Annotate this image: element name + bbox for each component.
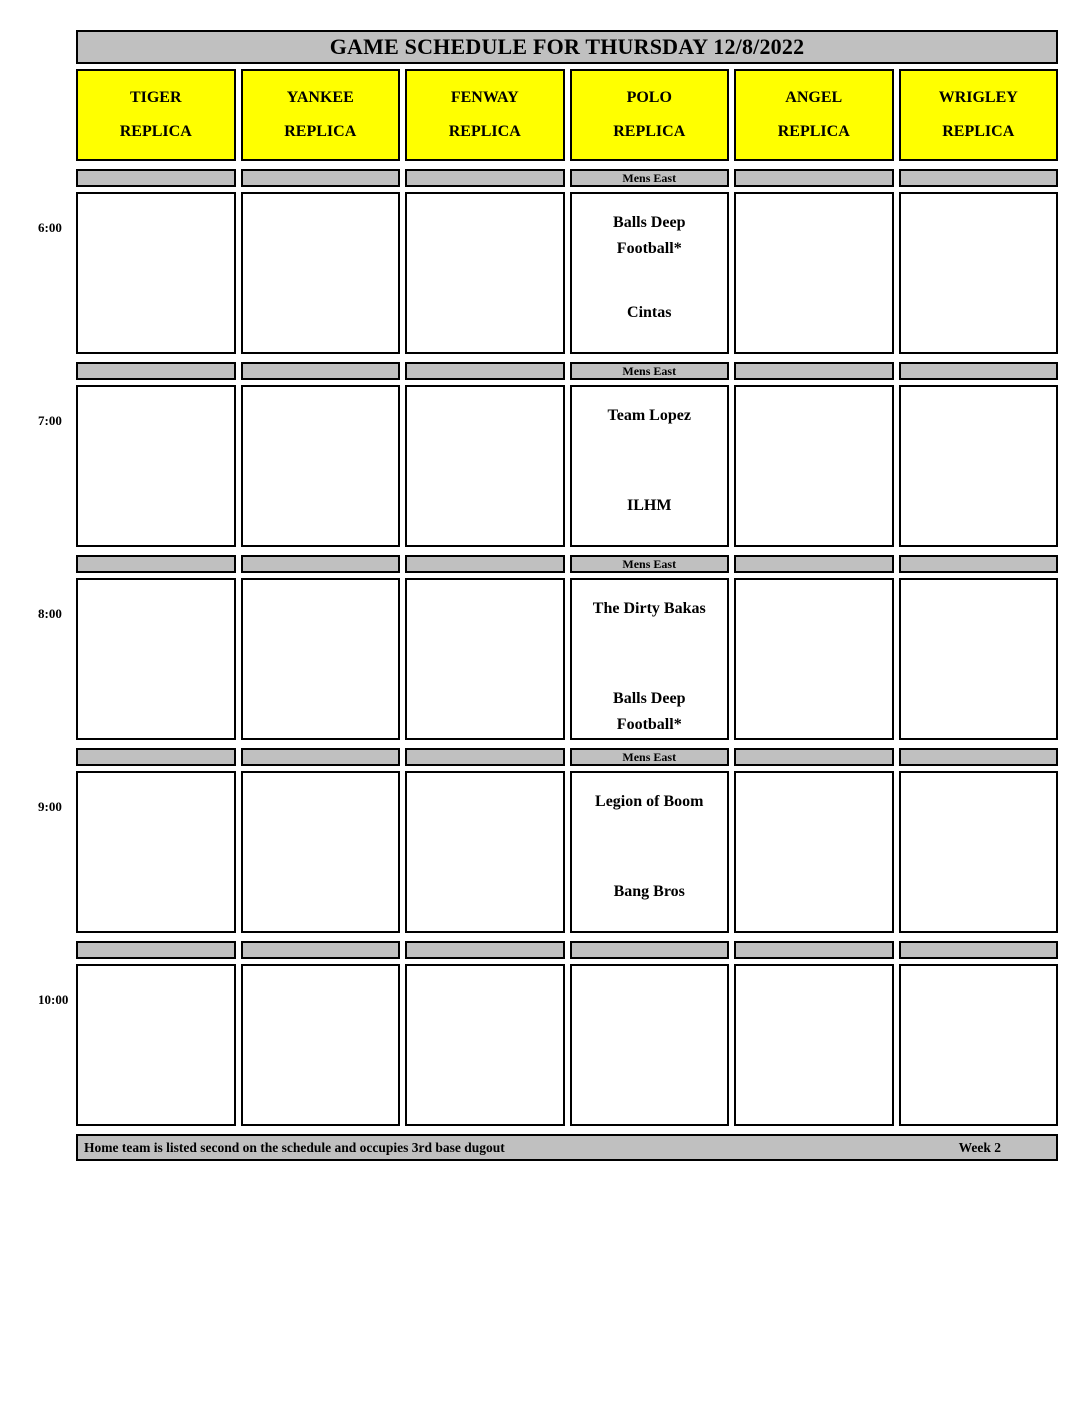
division-band [76,555,236,573]
home-team: Bang Bros [613,883,685,900]
home-team: Cintas [627,304,672,321]
division-band [405,748,565,766]
time-slot-row [38,964,1058,1126]
venue-name: POLO [626,89,672,106]
game-cell [899,192,1059,354]
time-label: 6:00 [38,220,62,235]
game-cell [899,771,1059,933]
game-cell [899,964,1059,1126]
division-band [405,555,565,573]
time-label: 9:00 [38,799,62,814]
home-team: ILHM [627,497,672,514]
game-cell [76,385,236,547]
venue-header-angel [734,69,894,161]
schedule-title: GAME SCHEDULE FOR THURSDAY 12/8/2022 [76,30,1058,64]
division-band [76,362,236,380]
division-band [405,169,565,187]
division-band-row [76,941,1058,959]
division-band [76,748,236,766]
division-band: Mens East [570,555,730,573]
division-band-row [76,362,1058,380]
venue-name: ANGEL [785,89,843,106]
game-cell [734,578,894,740]
home-team: Balls Deep Football* [613,690,686,733]
venue-header-wrigley [899,69,1059,161]
footer-bar [76,1134,1058,1161]
division-band [899,169,1059,187]
time-slot-row [38,771,1058,933]
footer-note: Home team is listed second on the schedule and occupies 3rd base dugout [84,1139,505,1155]
venue-name: TIGER [129,89,182,106]
game-cell [570,385,730,547]
week-label: Week 2 [958,1139,1001,1155]
away-team: Balls Deep Football* [613,214,686,257]
venue-header-yankee [241,69,401,161]
game-cell [405,578,565,740]
division-band [734,169,894,187]
time-label: 8:00 [38,606,62,621]
division-band [570,941,730,959]
away-team: The Dirty Bakas [592,600,706,617]
time-label: 10:00 [38,992,69,1007]
venue-type: REPLICA [777,123,850,140]
division-band [734,748,894,766]
division-band [899,941,1059,959]
division-band: Mens East [570,362,730,380]
venue-header-tiger [76,69,236,161]
division-band [899,748,1059,766]
division-band-row [76,555,1058,573]
division-band: Mens East [570,169,730,187]
division-band [241,169,401,187]
game-cell [570,192,730,354]
schedule-sheet [38,30,1058,1161]
game-cell [405,385,565,547]
division-band [405,941,565,959]
division-band [76,941,236,959]
time-slot-row [38,385,1058,547]
game-cell [405,771,565,933]
venue-type: REPLICA [613,123,686,140]
venue-header-fenway [405,69,565,161]
venue-name: FENWAY [450,89,519,106]
game-cell [241,385,401,547]
game-cell [76,578,236,740]
venue-type: REPLICA [284,123,357,140]
venue-header-polo [570,69,730,161]
game-cell [570,964,730,1126]
game-cell [734,385,894,547]
time-slot-row [38,578,1058,740]
game-cell [241,964,401,1126]
game-cell [405,192,565,354]
time-slot-row [38,192,1058,354]
division-band [405,362,565,380]
venue-name: YANKEE [286,89,354,106]
game-cell [76,771,236,933]
game-cell [734,192,894,354]
division-band [734,555,894,573]
game-cell [899,578,1059,740]
division-band [241,555,401,573]
game-cell [570,578,730,740]
venue-header-row [76,69,1058,161]
game-cell [241,578,401,740]
game-cell [76,964,236,1126]
game-cell [734,771,894,933]
game-cell [405,964,565,1126]
division-band [899,555,1059,573]
game-cell [241,192,401,354]
away-team: Legion of Boom [595,793,704,810]
game-cell [899,385,1059,547]
game-cell [734,964,894,1126]
division-band: Mens East [570,748,730,766]
game-cell [570,771,730,933]
division-band-row [76,748,1058,766]
game-cell [76,192,236,354]
division-band [734,362,894,380]
venue-type: REPLICA [119,123,192,140]
division-band [241,748,401,766]
division-band [241,941,401,959]
venue-type: REPLICA [448,123,521,140]
game-cell [241,771,401,933]
venue-name: WRIGLEY [938,89,1018,106]
division-band-row [76,169,1058,187]
time-label: 7:00 [38,413,62,428]
division-band [899,362,1059,380]
division-band [76,169,236,187]
venue-type: REPLICA [942,123,1015,140]
division-band [734,941,894,959]
away-team: Team Lopez [607,407,691,424]
division-band [241,362,401,380]
